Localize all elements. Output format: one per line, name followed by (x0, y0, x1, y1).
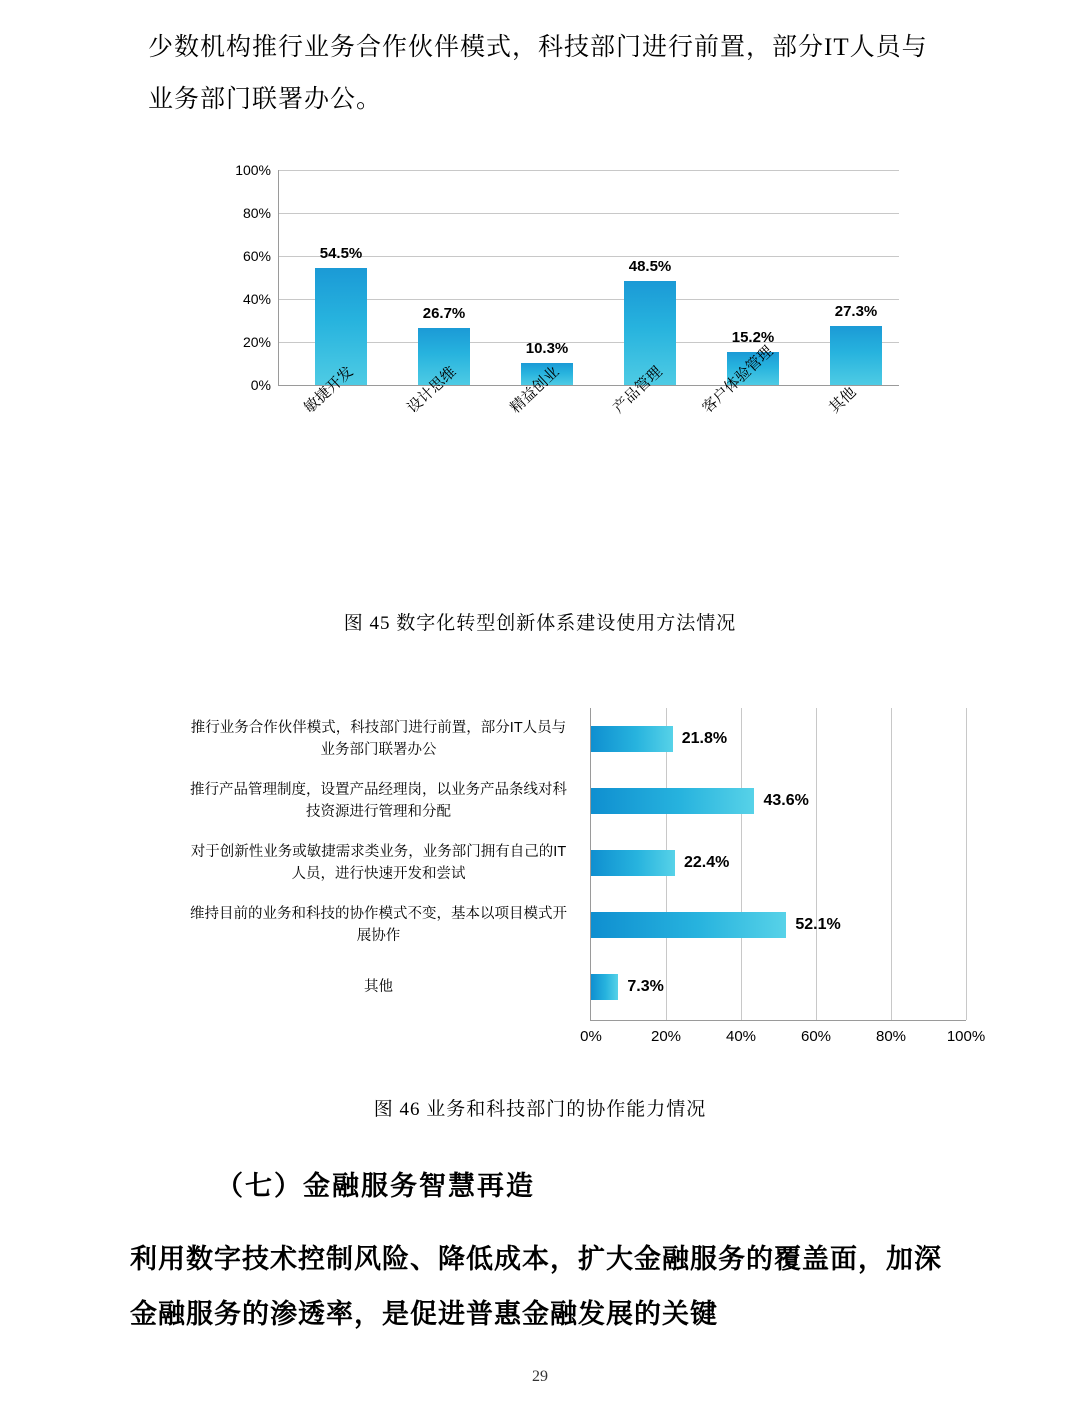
figure-46-caption: 图 46 业务和科技部门的协作能力情况 (373, 1099, 707, 1120)
y-axis-tick: 0% (250, 377, 271, 393)
section-heading: （七）金融服务智慧再造 (216, 1171, 535, 1201)
bar-value-label: 48.5% (628, 257, 672, 275)
gridline (279, 299, 899, 300)
x-axis-tick: 40% (725, 1028, 757, 1045)
bar-value-label: 26.7% (422, 304, 466, 322)
gridline (279, 170, 899, 171)
bar-value-label: 27.3% (834, 303, 878, 321)
y-axis-tick: 100% (235, 162, 271, 178)
bar-row (591, 788, 809, 814)
gridline (891, 708, 892, 1020)
x-axis-category-label: 其他 (826, 383, 860, 417)
x-axis-category-label: 敏捷开发 (301, 363, 357, 417)
x-axis-tick: 80% (875, 1028, 907, 1045)
x-axis-category-label: 设计思维 (404, 363, 460, 417)
body-paragraph-bottom: 利用数字技术控制风险、降低成本，扩大金融服务的覆盖面，加深金融服务的渗透率，是促进普惠金融发展的关键 (130, 1244, 942, 1329)
y-axis-category-label: 对于创新性业务或敏捷需求类业务，业务部门拥有自己的IT人员，进行快速开发和尝试 (190, 844, 567, 882)
bar-value-label: 22.4% (684, 854, 730, 871)
bar-value-label: 54.5% (319, 244, 363, 262)
bar-value-label: 15.2% (731, 329, 775, 347)
y-axis-tick: 60% (242, 248, 271, 264)
figure-45-caption: 图 45 数字化转型创新体系建设使用方法情况 (343, 613, 737, 634)
bar-row (591, 726, 728, 752)
x-axis-category-label: 产品管理 (610, 363, 666, 417)
bar-value-label: 52.1% (795, 916, 841, 933)
chart45-plot-area (235, 162, 899, 417)
x-axis-tick: 0% (580, 1028, 602, 1045)
y-axis-category-label: 维持目前的业务和科技的协作模式不变，基本以项目模式开展协作 (190, 906, 567, 944)
bar-row (591, 850, 730, 876)
bar-row (591, 912, 841, 938)
x-axis-tick: 60% (800, 1028, 832, 1045)
y-axis-tick: 20% (242, 334, 271, 350)
gridline (966, 708, 967, 1020)
gridline (279, 256, 899, 257)
bar-value-label: 21.8% (681, 730, 728, 747)
gridline (741, 708, 742, 1020)
chart46-plot-area (190, 708, 986, 1045)
figure-46-bar-chart (100, 700, 986, 1060)
figure-45-column-chart (200, 160, 940, 490)
bar-row (591, 974, 664, 1000)
y-axis-tick: 40% (242, 291, 271, 307)
x-axis-category-label: 精益创业 (507, 363, 563, 417)
x-axis-tick: 20% (650, 1028, 682, 1045)
body-paragraph-top: 少数机构推行业务合作伙伴模式，科技部门进行前置，部分IT人员与业务部门联署办公。 (148, 34, 928, 113)
x-axis-category-label: 客户体验管理 (699, 342, 777, 417)
y-axis-tick: 80% (242, 205, 271, 221)
y-axis-category-label: 其他 (364, 979, 393, 995)
bar-value-label: 7.3% (627, 978, 664, 995)
y-axis-category-label: 推行产品管理制度，设置产品经理岗，以业务产品条线对科技资源进行管理和分配 (190, 782, 567, 820)
gridline (816, 708, 817, 1020)
x-axis-tick: 100% (946, 1028, 986, 1045)
y-axis-category-label: 推行业务合作伙伴模式，科技部门进行前置，部分IT人员与业务部门联署办公 (190, 720, 567, 758)
page-number: 29 (532, 1368, 548, 1385)
bar-column (830, 303, 882, 385)
bar-value-label: 43.6% (763, 792, 809, 809)
bar-value-label: 10.3% (525, 339, 569, 357)
gridline (279, 342, 899, 343)
gridline (279, 213, 899, 214)
